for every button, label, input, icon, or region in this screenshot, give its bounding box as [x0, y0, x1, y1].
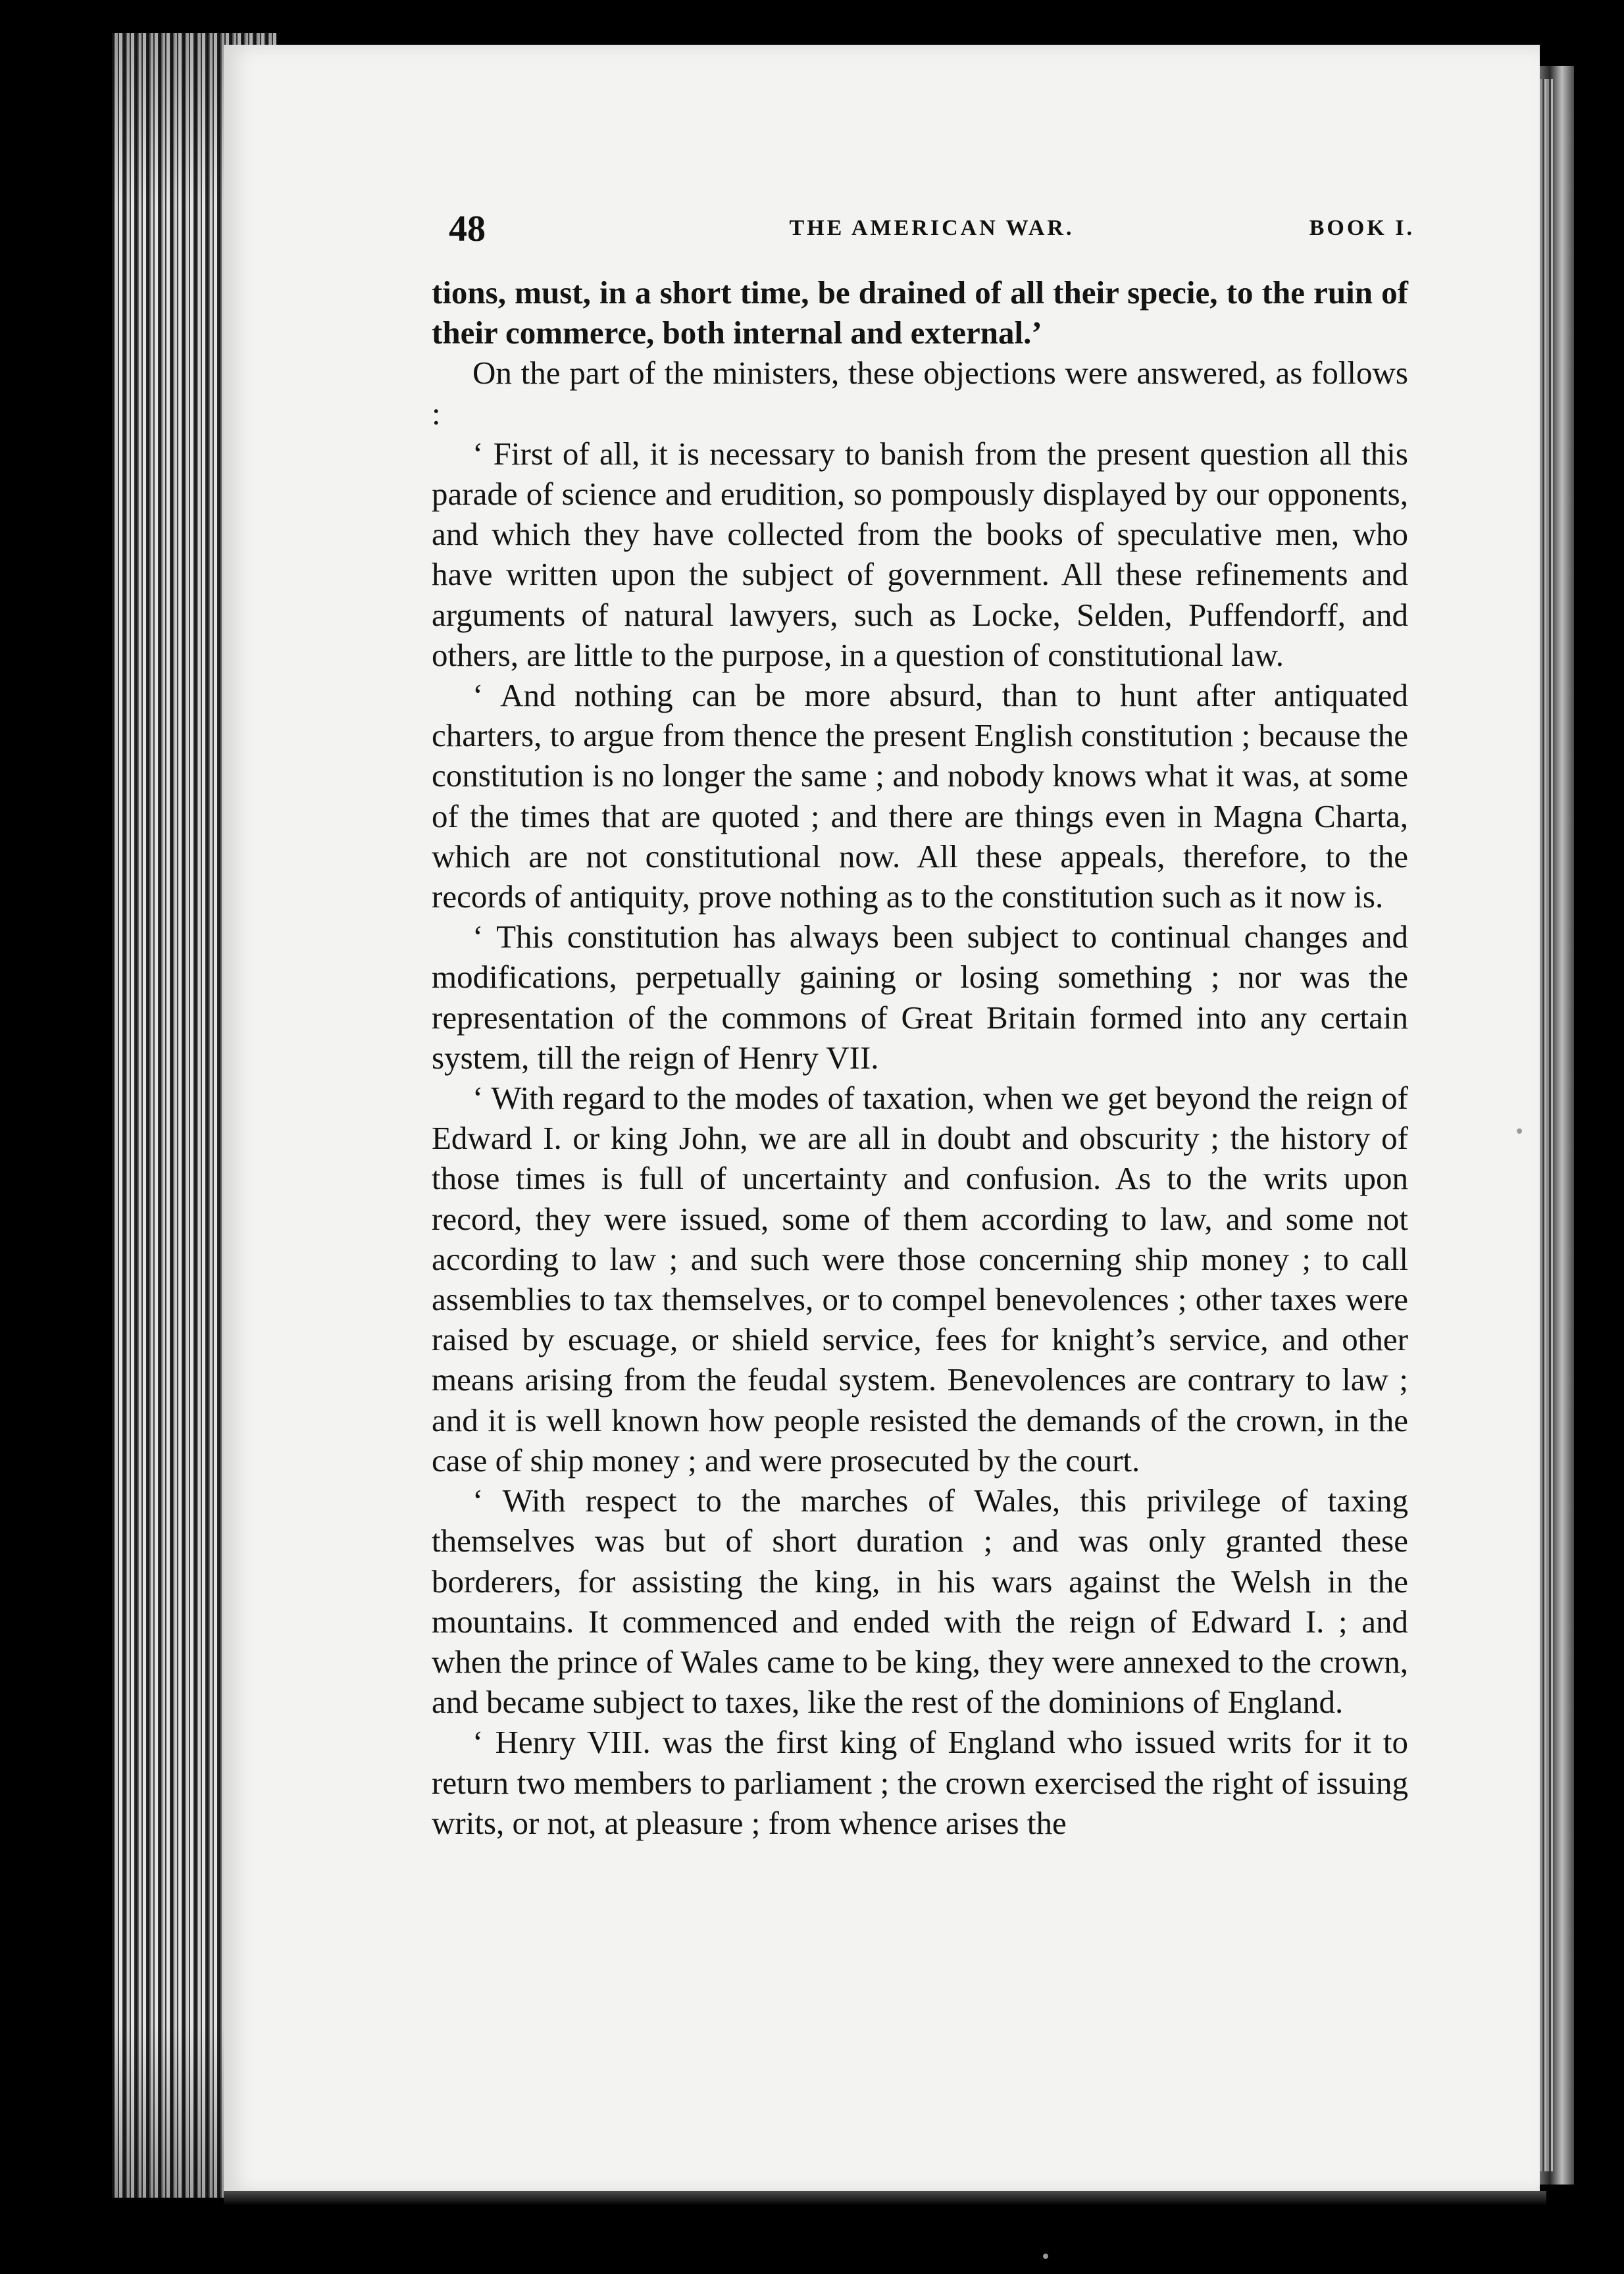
dust-speck [1517, 1128, 1522, 1134]
paragraph-3: ‘ First of all, it is necessary to banish from the present question all this parade of science and erudition, so pompously displayed by our opponents, and which they have collected from the books of speculative men, who have written upon the subject of government. All these refinements and arguments of natural lawyers, such as Locke, Selden, Puffendorff, and others, are little to the purpose, in a question of constitutional law. [432, 435, 1408, 673]
paragraph-8: ‘ Henry VIII. was the first king of England who issued writs for it to return two members to parliament ; the crown exercised the right of issuing writs, or not, at pleasure ; from whence arises the [432, 1724, 1408, 1841]
running-title: THE AMERICAN WAR. [789, 216, 1075, 240]
page-bottom-shadow [224, 2191, 1546, 2206]
paragraph-1: tions, must, in a short time, be drained of all their specie, to the ruin of their commerce, both internal and external.’ [432, 274, 1408, 351]
paragraph-4: ‘ And nothing can be more absurd, than to hunt after antiquated charters, to argue from thence the present English constitution ; because the constitution is no longer the same ; and nobody knows what it was, at some of the times that are quoted ; and there are things even in Magna Charta, which are not constitutional now. All these appeals, therefore, to the records of antiquity, prove nothing as to the constitution such as it now is. [432, 677, 1408, 915]
body-text [432, 272, 1408, 1843]
dust-speck [1043, 2254, 1048, 2259]
running-header [449, 209, 1415, 251]
paragraph-5: ‘ This constitution has always been subject to continual changes and modifications, perpetually gaining or losing something ; nor was the representation of the commons of Great Britain formed into any certain system, till the reign of Henry VII. [432, 919, 1408, 1076]
paragraph-6: ‘ With regard to the modes of taxation, when we get beyond the reign of Edward I. or king John, we are all in doubt and obscurity ; the history of those times is full of uncertainty and confusion. As to the writs upon record, they were issued, some of them according to law, and some not according to law ; and such were those concerning ship money ; to call assemblies to tax themselves, or to compel benevolences ; other taxes were raised by escuage, or shield service, fees for knight’s service, and other means arising from the feudal system. Benevolences are contrary to law ; and it is well known how people resisted the demands of the crown, in the case of ship money ; and were prosecuted by the court. [432, 1080, 1408, 1478]
book-label: BOOK I. [1309, 216, 1415, 240]
page-number: 48 [449, 209, 486, 249]
paragraph-2: On the part of the ministers, these objections were answered, as follows : [432, 355, 1408, 432]
paragraph-7: ‘ With respect to the marches of Wales, this privilege of taxing themselves was but of short duration ; and was only granted these borderers, for assisting the king, in his wars against the Welsh in the mountains. It commenced and ended with the reign of Edward I. ; and when the prince of Wales came to be king, they were annexed to the crown, and became subject to taxes, like the rest of the dominions of England. [432, 1482, 1408, 1721]
